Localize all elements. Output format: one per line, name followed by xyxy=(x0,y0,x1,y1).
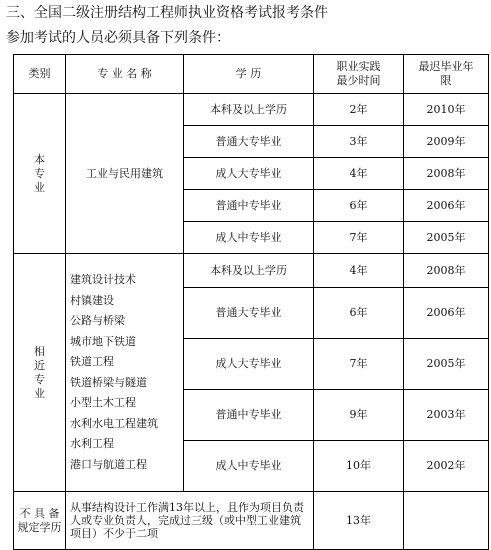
list-item: 水利水电工程建筑 xyxy=(70,416,158,430)
experience-cell: 4年 xyxy=(314,254,404,288)
page-title: 三、全国二级注册结构工程师执业资格考试报考条件 xyxy=(6,5,328,21)
category-label-line2: 规定学历 xyxy=(17,520,62,534)
education-cell: 普通大专毕业 xyxy=(184,126,314,158)
experience-cell: 10年 xyxy=(314,441,404,492)
list-item: 城市地下铁道 xyxy=(70,334,136,348)
graduation-cell-empty xyxy=(404,492,489,550)
graduation-cell: 2008年 xyxy=(404,158,489,190)
major-cell: 工业与民用建筑 xyxy=(66,94,184,254)
header-education: 学 历 xyxy=(184,55,314,94)
table-row xyxy=(14,492,489,550)
experience-cell: 6年 xyxy=(314,288,404,339)
experience-cell: 2年 xyxy=(314,94,404,126)
category-char: 专 xyxy=(34,372,45,386)
category-char: 业 xyxy=(34,386,45,400)
education-cell: 本科及以上学历 xyxy=(184,94,314,126)
list-item: 公路与桥梁 xyxy=(70,314,125,327)
page-subtitle: 参加考试的人员必须具备下列条件： xyxy=(6,30,230,46)
graduation-cell: 2005年 xyxy=(404,222,489,254)
list-item: 铁道桥梁与隧道 xyxy=(70,375,147,389)
related-majors-cell xyxy=(66,254,184,492)
header-graduation-line1: 最迟毕业年 xyxy=(418,60,474,73)
experience-cell: 9年 xyxy=(314,390,404,441)
graduation-cell: 2008年 xyxy=(404,254,489,288)
graduation-cell: 2006年 xyxy=(404,190,489,222)
graduation-cell: 2009年 xyxy=(404,126,489,158)
header-experience-line2: 最少时间 xyxy=(336,74,381,87)
header-graduation-line2: 限 xyxy=(440,74,452,87)
experience-cell: 4年 xyxy=(314,158,404,190)
header-experience xyxy=(314,55,404,94)
experience-cell: 7年 xyxy=(314,339,404,390)
header-category: 类别 xyxy=(14,55,66,94)
education-cell: 本科及以上学历 xyxy=(184,254,314,288)
condition-cell: 从事结构设计工作满13年以上，且作为项目负责人或专业负责人，完成过三级（或中型工业建筑项目）不少于二项 xyxy=(66,492,314,550)
experience-cell: 6年 xyxy=(314,190,404,222)
category-char: 业 xyxy=(34,180,45,194)
requirements-table xyxy=(13,54,489,550)
list-item: 小型土木工程 xyxy=(70,396,136,409)
education-cell: 成人大专毕业 xyxy=(184,158,314,190)
education-cell: 普通中专毕业 xyxy=(184,390,314,441)
list-item: 铁道工程 xyxy=(70,355,114,368)
category-char: 相 xyxy=(34,344,45,358)
category-cell-related-major xyxy=(14,254,66,492)
education-cell: 普通中专毕业 xyxy=(184,190,314,222)
category-char: 近 xyxy=(34,358,45,372)
header-major: 专 业 名 称 xyxy=(66,55,184,94)
header-experience-line1: 职业实践 xyxy=(336,60,381,73)
list-item: 村镇建设 xyxy=(70,293,114,307)
category-label-line1: 不 具 备 xyxy=(19,506,60,520)
graduation-cell: 2002年 xyxy=(404,441,489,492)
graduation-cell: 2010年 xyxy=(404,94,489,126)
list-item: 建筑设计技术 xyxy=(70,273,136,286)
experience-cell: 3年 xyxy=(314,126,404,158)
category-cell-same-major xyxy=(14,94,66,254)
table-row xyxy=(14,254,489,288)
header-row xyxy=(14,55,489,94)
table-row xyxy=(14,94,489,126)
category-char: 本 xyxy=(34,152,45,166)
category-cell-no-degree xyxy=(14,492,66,550)
education-cell: 成人中专毕业 xyxy=(184,222,314,254)
list-item: 水利工程 xyxy=(70,437,114,450)
graduation-cell: 2005年 xyxy=(404,339,489,390)
education-cell: 普通大专毕业 xyxy=(184,288,314,339)
education-cell: 成人中专毕业 xyxy=(184,441,314,492)
list-item: 港口与航道工程 xyxy=(70,457,147,471)
category-char: 专 xyxy=(34,166,45,180)
graduation-cell: 2006年 xyxy=(404,288,489,339)
experience-cell: 13年 xyxy=(314,492,404,550)
experience-cell: 7年 xyxy=(314,222,404,254)
education-cell: 成人大专毕业 xyxy=(184,339,314,390)
header-graduation xyxy=(404,55,489,94)
graduation-cell: 2003年 xyxy=(404,390,489,441)
